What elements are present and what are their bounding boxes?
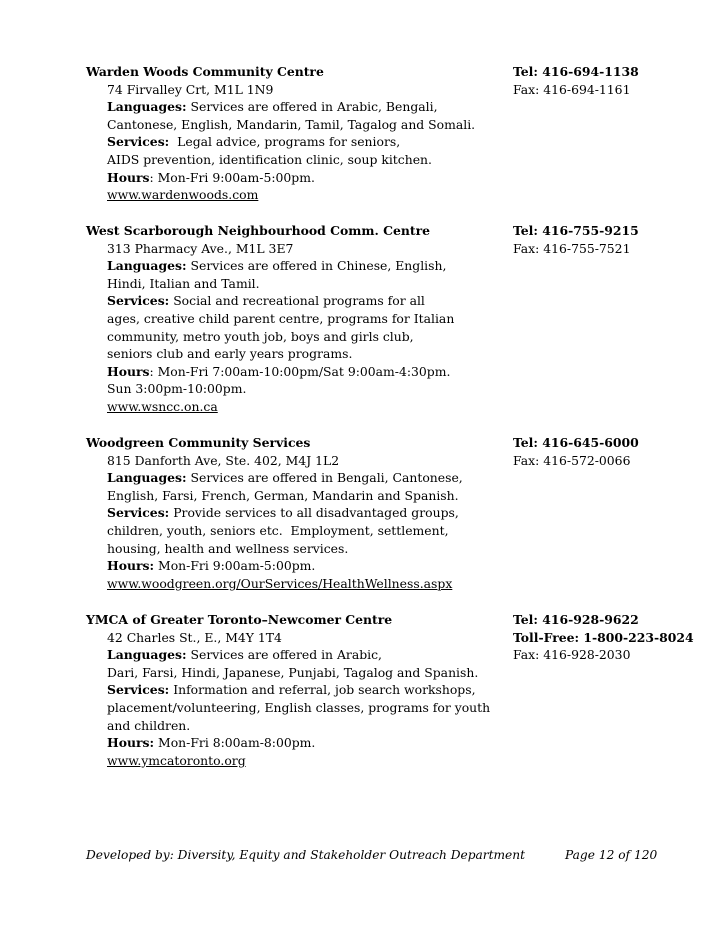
detail-line	[107, 363, 450, 381]
footer-department: Developed by: Diversity, Equity and Stakeholder Outreach Department	[86, 848, 526, 862]
detail-line	[107, 345, 352, 363]
directory-entry	[86, 222, 666, 416]
detail-label: Languages:	[107, 99, 187, 115]
detail-label: Hours:	[107, 558, 155, 574]
detail-line	[107, 310, 454, 328]
page-indicator	[565, 847, 657, 865]
directory-entry	[86, 63, 666, 204]
organization-address: 313 Pharmacy Ave., M1L 3E7	[107, 240, 294, 256]
detail-line	[107, 116, 475, 134]
entry-row	[86, 540, 666, 558]
detail-text: : Mon-Fri 7:00am-10:00pm/Sat 9:00am-4:30pm.	[149, 363, 451, 379]
page-total: 120	[633, 848, 658, 862]
entry-row	[86, 116, 666, 134]
page-middle: of	[614, 848, 634, 862]
entry-row	[86, 504, 666, 522]
entry-row	[86, 752, 666, 770]
organization-name: West Scarborough Neighbourhood Comm. Centre	[86, 223, 430, 238]
entry-row	[86, 186, 666, 204]
entry-row	[86, 469, 666, 487]
entry-row	[86, 363, 666, 381]
detail-text: Sun 3:00pm-10:00pm.	[107, 381, 247, 397]
contact-number: Tel: 416-645-6000	[513, 435, 639, 450]
entry-row	[86, 734, 666, 752]
entry-row	[86, 522, 666, 540]
detail-label: Services:	[107, 293, 170, 309]
entry-row	[86, 575, 666, 593]
detail-text: Provide services to all disadvantaged groups,	[169, 505, 459, 521]
detail-label: Hours	[107, 363, 150, 379]
entry-row	[86, 292, 666, 310]
page-prefix: Page	[565, 848, 599, 862]
detail-text: Information and referral, job search workshops,	[169, 682, 476, 698]
contact-number: Toll-Free: 1-800-223-8024	[513, 629, 694, 645]
entry-row	[86, 629, 694, 647]
entry-row	[86, 380, 666, 398]
entry-row	[86, 310, 666, 328]
entry-row	[86, 681, 666, 699]
detail-line	[107, 169, 315, 187]
detail-text: community, metro youth job, boys and girls club,	[107, 328, 414, 344]
detail-line	[107, 469, 463, 487]
detail-line	[107, 540, 348, 558]
detail-line	[107, 328, 414, 346]
contact-number: Fax: 416-928-2030	[513, 647, 631, 663]
entry-row	[86, 98, 666, 116]
detail-text: Dari, Farsi, Hindi, Japanese, Punjabi, Tagalog and Spanish.	[107, 664, 479, 680]
entry-row	[86, 345, 666, 363]
detail-label: Languages:	[107, 258, 187, 274]
directory-entry	[86, 611, 694, 769]
detail-text: seniors club and early years programs.	[107, 346, 353, 362]
detail-line	[107, 275, 260, 293]
entry-row	[86, 434, 666, 452]
detail-text: AIDS prevention, identification clinic, soup kitchen.	[107, 151, 432, 167]
website-link[interactable]: www.ymcatoronto.org	[107, 752, 246, 768]
organization-address: 815 Danforth Ave, Ste. 402, M4J 1L2	[107, 452, 340, 468]
website-link[interactable]: www.wsncc.on.ca	[107, 398, 218, 414]
detail-label: Languages:	[107, 470, 187, 486]
entry-row	[86, 257, 666, 275]
detail-text: Cantonese, English, Mandarin, Tamil, Tagalog and Somali.	[107, 116, 476, 132]
detail-text: Services are offered in Arabic,	[186, 647, 382, 663]
detail-line	[107, 557, 315, 575]
detail-text: housing, health and wellness services.	[107, 540, 349, 556]
entry-row	[86, 557, 666, 575]
entry-row	[86, 699, 666, 717]
contact-number: Tel: 416-928-9622	[513, 612, 639, 627]
detail-line	[107, 734, 315, 752]
detail-label: Services:	[107, 682, 170, 698]
detail-text: Social and recreational programs for all	[169, 293, 425, 309]
website-link[interactable]: www.woodgreen.org/OurServices/HealthWellness.aspx	[107, 575, 453, 591]
entry-row	[86, 398, 666, 416]
directory-entry	[86, 434, 666, 592]
detail-label: Services:	[107, 134, 170, 150]
detail-line	[107, 699, 490, 717]
detail-text: Mon-Fri 8:00am-8:00pm.	[154, 735, 316, 751]
detail-line	[107, 292, 425, 310]
detail-label: Languages:	[107, 647, 187, 663]
detail-text: placement/volunteering, English classes, programs for youth	[107, 699, 491, 715]
contact-number: Tel: 416-694-1138	[513, 64, 639, 79]
entry-row	[86, 275, 666, 293]
entry-row	[86, 133, 666, 151]
detail-line	[107, 717, 190, 735]
entry-row	[86, 63, 666, 81]
detail-label: Hours	[107, 169, 150, 185]
entry-row	[86, 222, 666, 240]
detail-line	[107, 98, 438, 116]
entry-row	[86, 452, 666, 470]
detail-text: ages, creative child parent centre, programs for Italian	[107, 310, 455, 326]
detail-line	[107, 504, 459, 522]
detail-text: : Mon-Fri 9:00am-5:00pm.	[149, 169, 315, 185]
entry-row	[86, 328, 666, 346]
entry-row	[86, 487, 666, 505]
detail-text: Hindi, Italian and Tamil.	[107, 275, 260, 291]
detail-label: Services:	[107, 505, 170, 521]
detail-line	[107, 151, 432, 169]
detail-line	[107, 646, 382, 664]
detail-line	[107, 257, 446, 275]
detail-line	[107, 133, 400, 151]
entry-row	[86, 240, 666, 258]
entry-row	[86, 81, 666, 99]
organization-name: YMCA of Greater Toronto–Newcomer Centre	[86, 612, 393, 627]
detail-text: and children.	[107, 717, 191, 733]
detail-line	[107, 522, 449, 540]
contact-number: Tel: 416-755-9215	[513, 223, 639, 238]
detail-line	[107, 664, 478, 682]
detail-text: Services are offered in Chinese, English,	[186, 258, 447, 274]
detail-text: Mon-Fri 9:00am-5:00pm.	[154, 558, 316, 574]
detail-text: Services are offered in Bengali, Cantonese,	[186, 470, 463, 486]
detail-text: children, youth, seniors etc. Employment, settlement,	[107, 522, 449, 538]
organization-address: 74 Firvalley Crt, M1L 1N9	[107, 81, 274, 97]
entry-row	[86, 664, 666, 682]
organization-name: Warden Woods Community Centre	[86, 64, 324, 79]
detail-label: Hours:	[107, 735, 155, 751]
contact-number: Fax: 416-572-0066	[513, 452, 631, 468]
contact-number: Fax: 416-694-1161	[513, 81, 631, 97]
detail-text: Services are offered in Arabic, Bengali,	[186, 99, 438, 115]
entry-row	[86, 646, 666, 664]
entry-row	[86, 717, 666, 735]
entry-row	[86, 611, 666, 629]
detail-line	[107, 487, 459, 505]
detail-text: Legal advice, programs for seniors,	[169, 134, 401, 150]
detail-line	[107, 681, 476, 699]
contact-number: Fax: 416-755-7521	[513, 240, 631, 256]
detail-text: English, Farsi, French, German, Mandarin and Spanish.	[107, 487, 459, 503]
website-link[interactable]: www.wardenwoods.com	[107, 187, 259, 203]
page-number: 12	[598, 848, 615, 862]
organization-name: Woodgreen Community Services	[86, 435, 311, 450]
organization-address: 42 Charles St., E., M4Y 1T4	[107, 629, 282, 645]
entry-row	[86, 169, 666, 187]
entry-row	[86, 151, 666, 169]
detail-line	[107, 380, 246, 398]
